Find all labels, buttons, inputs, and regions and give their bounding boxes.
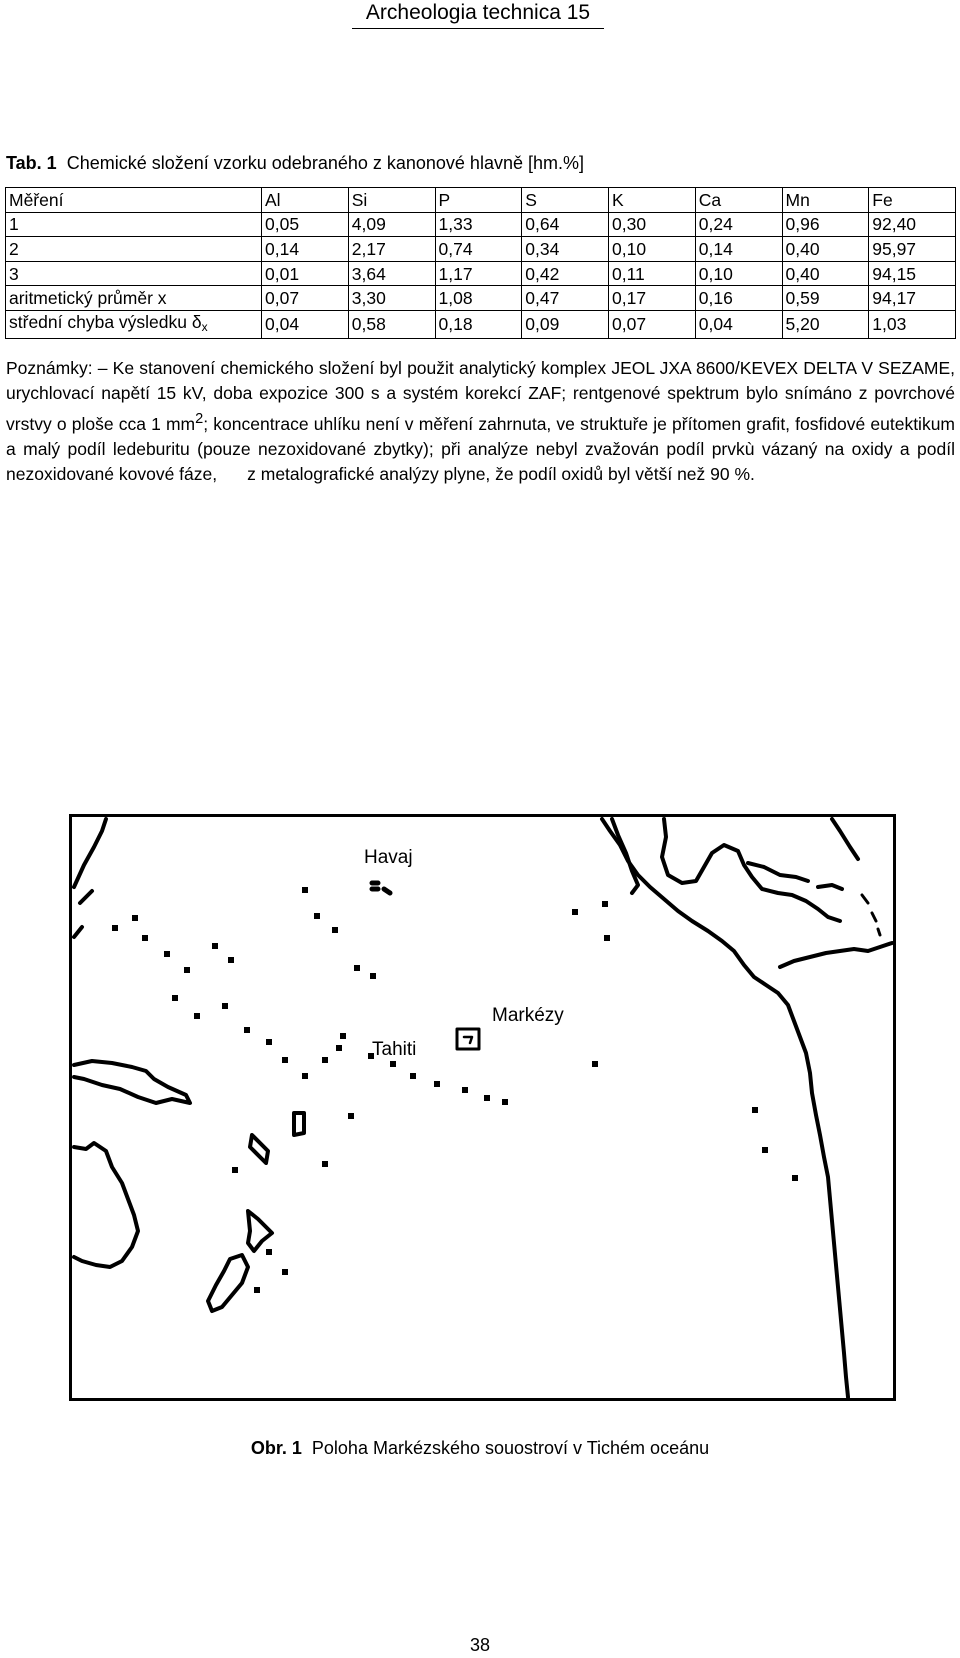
label-marquesas: Markézy xyxy=(492,1005,564,1026)
table-cell: 0,47 xyxy=(522,286,609,311)
table-row xyxy=(6,286,956,311)
table-cell: 0,24 xyxy=(695,212,782,237)
table-row xyxy=(6,310,956,338)
table-cell xyxy=(6,310,262,338)
coastline-new-zealand-south xyxy=(208,1255,248,1311)
island-fiji xyxy=(294,1113,304,1135)
coastline-asia xyxy=(74,819,106,937)
table-header-row xyxy=(6,188,956,213)
table-cell: 0,14 xyxy=(695,237,782,262)
table-cell: 3 xyxy=(6,261,262,286)
coastline-florida xyxy=(832,819,858,859)
coastline-gulf xyxy=(662,819,840,921)
table-cell: 0,59 xyxy=(782,286,869,311)
column-header: S xyxy=(522,188,609,213)
column-header: Mn xyxy=(782,188,869,213)
notes-text-2: ; koncentrace uhlíku není v měření zahrnuta, ve struktuře je přítomen grafit, fosfidové eutektikum a malý podíl ledeburitu (pouze nezoxidované zbytky); při analýze nebyl zvažován podíl prvkù vázaný na oxidy a podíl nezoxidované kovové fáze, xyxy=(6,413,955,485)
table-cell: 0,17 xyxy=(609,286,696,311)
column-header: P xyxy=(435,188,522,213)
figure-caption xyxy=(0,1438,960,1459)
table-cell: 1,17 xyxy=(435,261,522,286)
table-cell: 5,20 xyxy=(782,310,869,338)
column-header: K xyxy=(609,188,696,213)
island-antilles xyxy=(862,895,880,935)
figure-caption-label: Obr. 1 xyxy=(250,1438,302,1458)
table-cell: 0,04 xyxy=(695,310,782,338)
notes-paragraph xyxy=(6,356,955,488)
column-header: Ca xyxy=(695,188,782,213)
table-cell: 0,14 xyxy=(262,237,349,262)
island-cuba xyxy=(748,863,808,881)
table-cell: 0,10 xyxy=(695,261,782,286)
column-header: Měření xyxy=(6,188,262,213)
coastline-south-america-north xyxy=(780,943,892,967)
table-cell: 1,08 xyxy=(435,286,522,311)
table-cell: 3,64 xyxy=(348,261,435,286)
pacific-map xyxy=(69,814,896,1401)
table-cell: 0,64 xyxy=(522,212,609,237)
table-cell: 0,30 xyxy=(609,212,696,237)
journal-title: Archeologia technica 15 xyxy=(365,1,591,24)
notes-text-1: Poznámky: – Ke stanovení chemického složení byl použit analytický komplex JEOL JXA 8600/KEVEX DELTA V SEZAME, urychlovací napětí 15 kV, doba expozice 300 s a systém korekcí ZAF; rentgenové spektrum bylo snímáno z povrchové vrstvy o ploše cca 1 mm xyxy=(6,358,955,434)
island-new-caledonia xyxy=(250,1135,268,1163)
table-cell: 95,97 xyxy=(869,237,956,262)
coastline-new-zealand-north xyxy=(248,1211,272,1251)
table-row xyxy=(6,212,956,237)
table-cell: 1 xyxy=(6,212,262,237)
table-caption-text: Chemické složení vzorku odebraného z kanonové hlavně [hm.%] xyxy=(66,153,584,173)
table-cell: 0,18 xyxy=(435,310,522,338)
label-hawaii: Havaj xyxy=(364,847,413,868)
table-cell: 3,30 xyxy=(348,286,435,311)
chemical-composition-table xyxy=(5,187,956,339)
table-row xyxy=(6,261,956,286)
pacific-islands xyxy=(112,887,798,1293)
table-cell: 1,33 xyxy=(435,212,522,237)
figure-caption-text: Poloha Markézského souostroví v Tichém oceánu xyxy=(311,1438,710,1458)
column-header: Al xyxy=(262,188,349,213)
page-number: 38 xyxy=(469,1635,491,1655)
column-header: Si xyxy=(348,188,435,213)
running-header xyxy=(352,0,604,29)
table-cell: 92,40 xyxy=(869,212,956,237)
table-row xyxy=(6,237,956,262)
table-cell: 1,03 xyxy=(869,310,956,338)
table-cell: 94,17 xyxy=(869,286,956,311)
table-cell: 0,42 xyxy=(522,261,609,286)
table-cell: 0,09 xyxy=(522,310,609,338)
map-drawing xyxy=(72,817,893,1398)
table-cell: 94,15 xyxy=(869,261,956,286)
row-label: střední chyba výsledku δ xyxy=(9,311,202,332)
table-cell: aritmetický průměr x xyxy=(6,286,262,311)
table-notes xyxy=(6,356,955,488)
table-cell: 0,58 xyxy=(348,310,435,338)
table-cell: 0,40 xyxy=(782,237,869,262)
table-cell: 0,11 xyxy=(609,261,696,286)
coastline-new-guinea xyxy=(74,1061,190,1103)
island-hispaniola xyxy=(818,885,842,889)
table-cell: 0,05 xyxy=(262,212,349,237)
column-header: Fe xyxy=(869,188,956,213)
table-cell: 0,07 xyxy=(609,310,696,338)
table-cell: 0,04 xyxy=(262,310,349,338)
table-cell: 0,40 xyxy=(782,261,869,286)
subscript: x xyxy=(201,319,208,334)
table-cell: 0,07 xyxy=(262,286,349,311)
notes-text-3: z metalografické analýzy plyne, že podíl oxidů byl větší než 90 %. xyxy=(247,464,755,485)
coastline-baja xyxy=(612,819,638,893)
table-caption-label: Tab. 1 xyxy=(6,153,57,173)
table-cell: 2,17 xyxy=(348,237,435,262)
table-caption xyxy=(6,153,584,174)
table-cell: 0,96 xyxy=(782,212,869,237)
table-cell: 0,34 xyxy=(522,237,609,262)
table-cell: 0,01 xyxy=(262,261,349,286)
island-hawaii xyxy=(372,883,390,893)
marquesas-marker xyxy=(457,1029,479,1049)
table-cell: 0,10 xyxy=(609,237,696,262)
coastline-australia xyxy=(74,1143,138,1267)
label-tahiti: Tahiti xyxy=(372,1039,417,1060)
table-cell: 4,09 xyxy=(348,212,435,237)
superscript: 2 xyxy=(195,410,204,427)
marquesas-island xyxy=(464,1037,472,1043)
table-cell: 0,16 xyxy=(695,286,782,311)
table-cell: 2 xyxy=(6,237,262,262)
table-cell: 0,74 xyxy=(435,237,522,262)
